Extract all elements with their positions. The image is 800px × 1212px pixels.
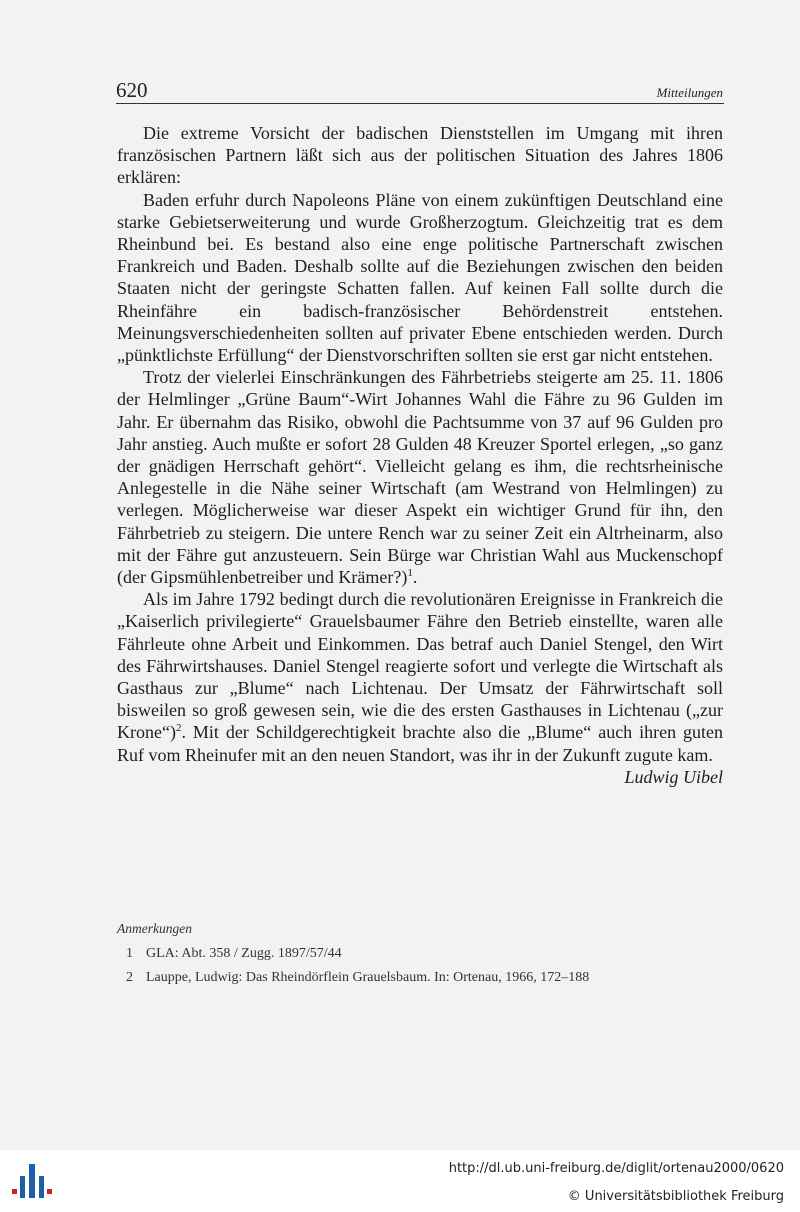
footnote-number: 1: [126, 946, 133, 961]
footnote-number: 2: [126, 970, 133, 985]
footnote-text: Lauppe, Ludwig: Das Rheindörflein Grauelsbaum. In: Ortenau, 1966, 172–188: [146, 970, 590, 985]
footnote-text: GLA: Abt. 358 / Zugg. 1897/57/44: [146, 946, 342, 961]
paragraph: [117, 588, 723, 766]
paragraph: [117, 366, 723, 588]
article-body: [117, 122, 723, 788]
footnote-ref[interactable]: 1: [407, 567, 413, 580]
paragraph-text: .: [412, 567, 418, 588]
notes-heading: Anmerkungen: [117, 921, 192, 936]
paragraph-text: Trotz der vielerlei Einschränkungen des Fährbetriebs steigerte am 25. 11. 1806 der Helmlinger „Grüne Baum“-Wirt Johannes Wahl die Fähre zu 96 Gulden im Jahr. Er übernahm das Risiko, obwohl die Pachtsumme von 37 auf 96 Gulden pro Jahr anstieg. Auch mußte er sofort 28 Gulden 48 Kreuzer Sportel erlegen, „so ganz der gnädigen Herrschaft gehört“. Vielleicht gelang es ihm, die rechtsrheinische Anlegestelle in die Nähe seiner Wirtschaft (am Westrand von Helmlingen) zu verlegen. Möglicherweise war dieser Aspekt ein wichtiger Grund für ihn, den Fährbetrieb zu steigern. Die untere Rench war zu seiner Zeit ein Altrheinarm, also mit der Fähre gut anzusteuern. Sein Bürge war Christian Wahl aus Muckenschopf (der Gipsmühlenbetreiber und Krämer?): [117, 367, 723, 588]
footnote: [126, 970, 589, 986]
header-rule: [116, 103, 724, 104]
paragraph-text: Als im Jahre 1792 bedingt durch die revolutionären Ereignisse in Frankreich die „Kaiserlich privilegierte“ Grauelsbaumer Fähre den Betrieb einstellte, waren alle Fährleute ohne Arbeit und Einkommen. Das betraf auch Daniel Stengel, den Wirt des Fährwirtshauses. Daniel Stengel reagierte sofort und verlegte die Wirtschaft als Gasthaus zur „Blume“ nach Lichtenau. Der Umsatz der Fährwirtschaft soll bisweilen so groß gewesen sein, wie die des ersten Gasthauses in Lichtenau („zur Krone“): [117, 589, 723, 743]
running-header: Mitteilungen: [656, 85, 723, 100]
paragraph-text: . Mit der Schildgerechtigkeit brachte also die „Blume“ auch ihren guten Ruf vom Rheinufer mit an den neuen Standort, was ihr in der Zukunft zugute kam.: [117, 722, 723, 765]
copyright-text: © Universitätsbibliothek Freiburg: [567, 1189, 784, 1204]
page-number: 620: [116, 78, 148, 102]
source-url-link[interactable]: http://dl.ub.uni-freiburg.de/diglit/ortenau2000/0620: [448, 1161, 784, 1176]
footnote-ref[interactable]: 2: [175, 722, 182, 735]
footnote: [126, 946, 342, 962]
paragraph: Baden erfuhr durch Napoleons Pläne von einem zukünftigen Deutschland eine starke Gebietserweiterung und wurde Großherzogtum. Gleichzeitig trat es dem Rheinbund bei. Es bestand also eine enge politische Partnerschaft zwischen Frankreich und Baden. Deshalb sollte auf die Beziehungen zwischen den beiden Staaten nicht der geringste Schatten fallen. Auf keinen Fall sollte durch die Rheinfähre ein badisch-französischer Behördenstreit entstehen. Meinungsverschiedenheiten sollten auf privater Ebene entschieden werden. Durch „pünktlichste Erfüllung“ der Dienstvorschriften sollten sie erst gar nicht entstehen.: [117, 189, 723, 366]
author-signature: Ludwig Uibel: [624, 766, 723, 787]
library-logo-icon: [12, 1164, 52, 1209]
paragraph: Die extreme Vorsicht der badischen Dienststellen im Umgang mit ihren französischen Partnern läßt sich aus der politischen Situation des Jahres 1806 erklären:: [117, 123, 723, 188]
